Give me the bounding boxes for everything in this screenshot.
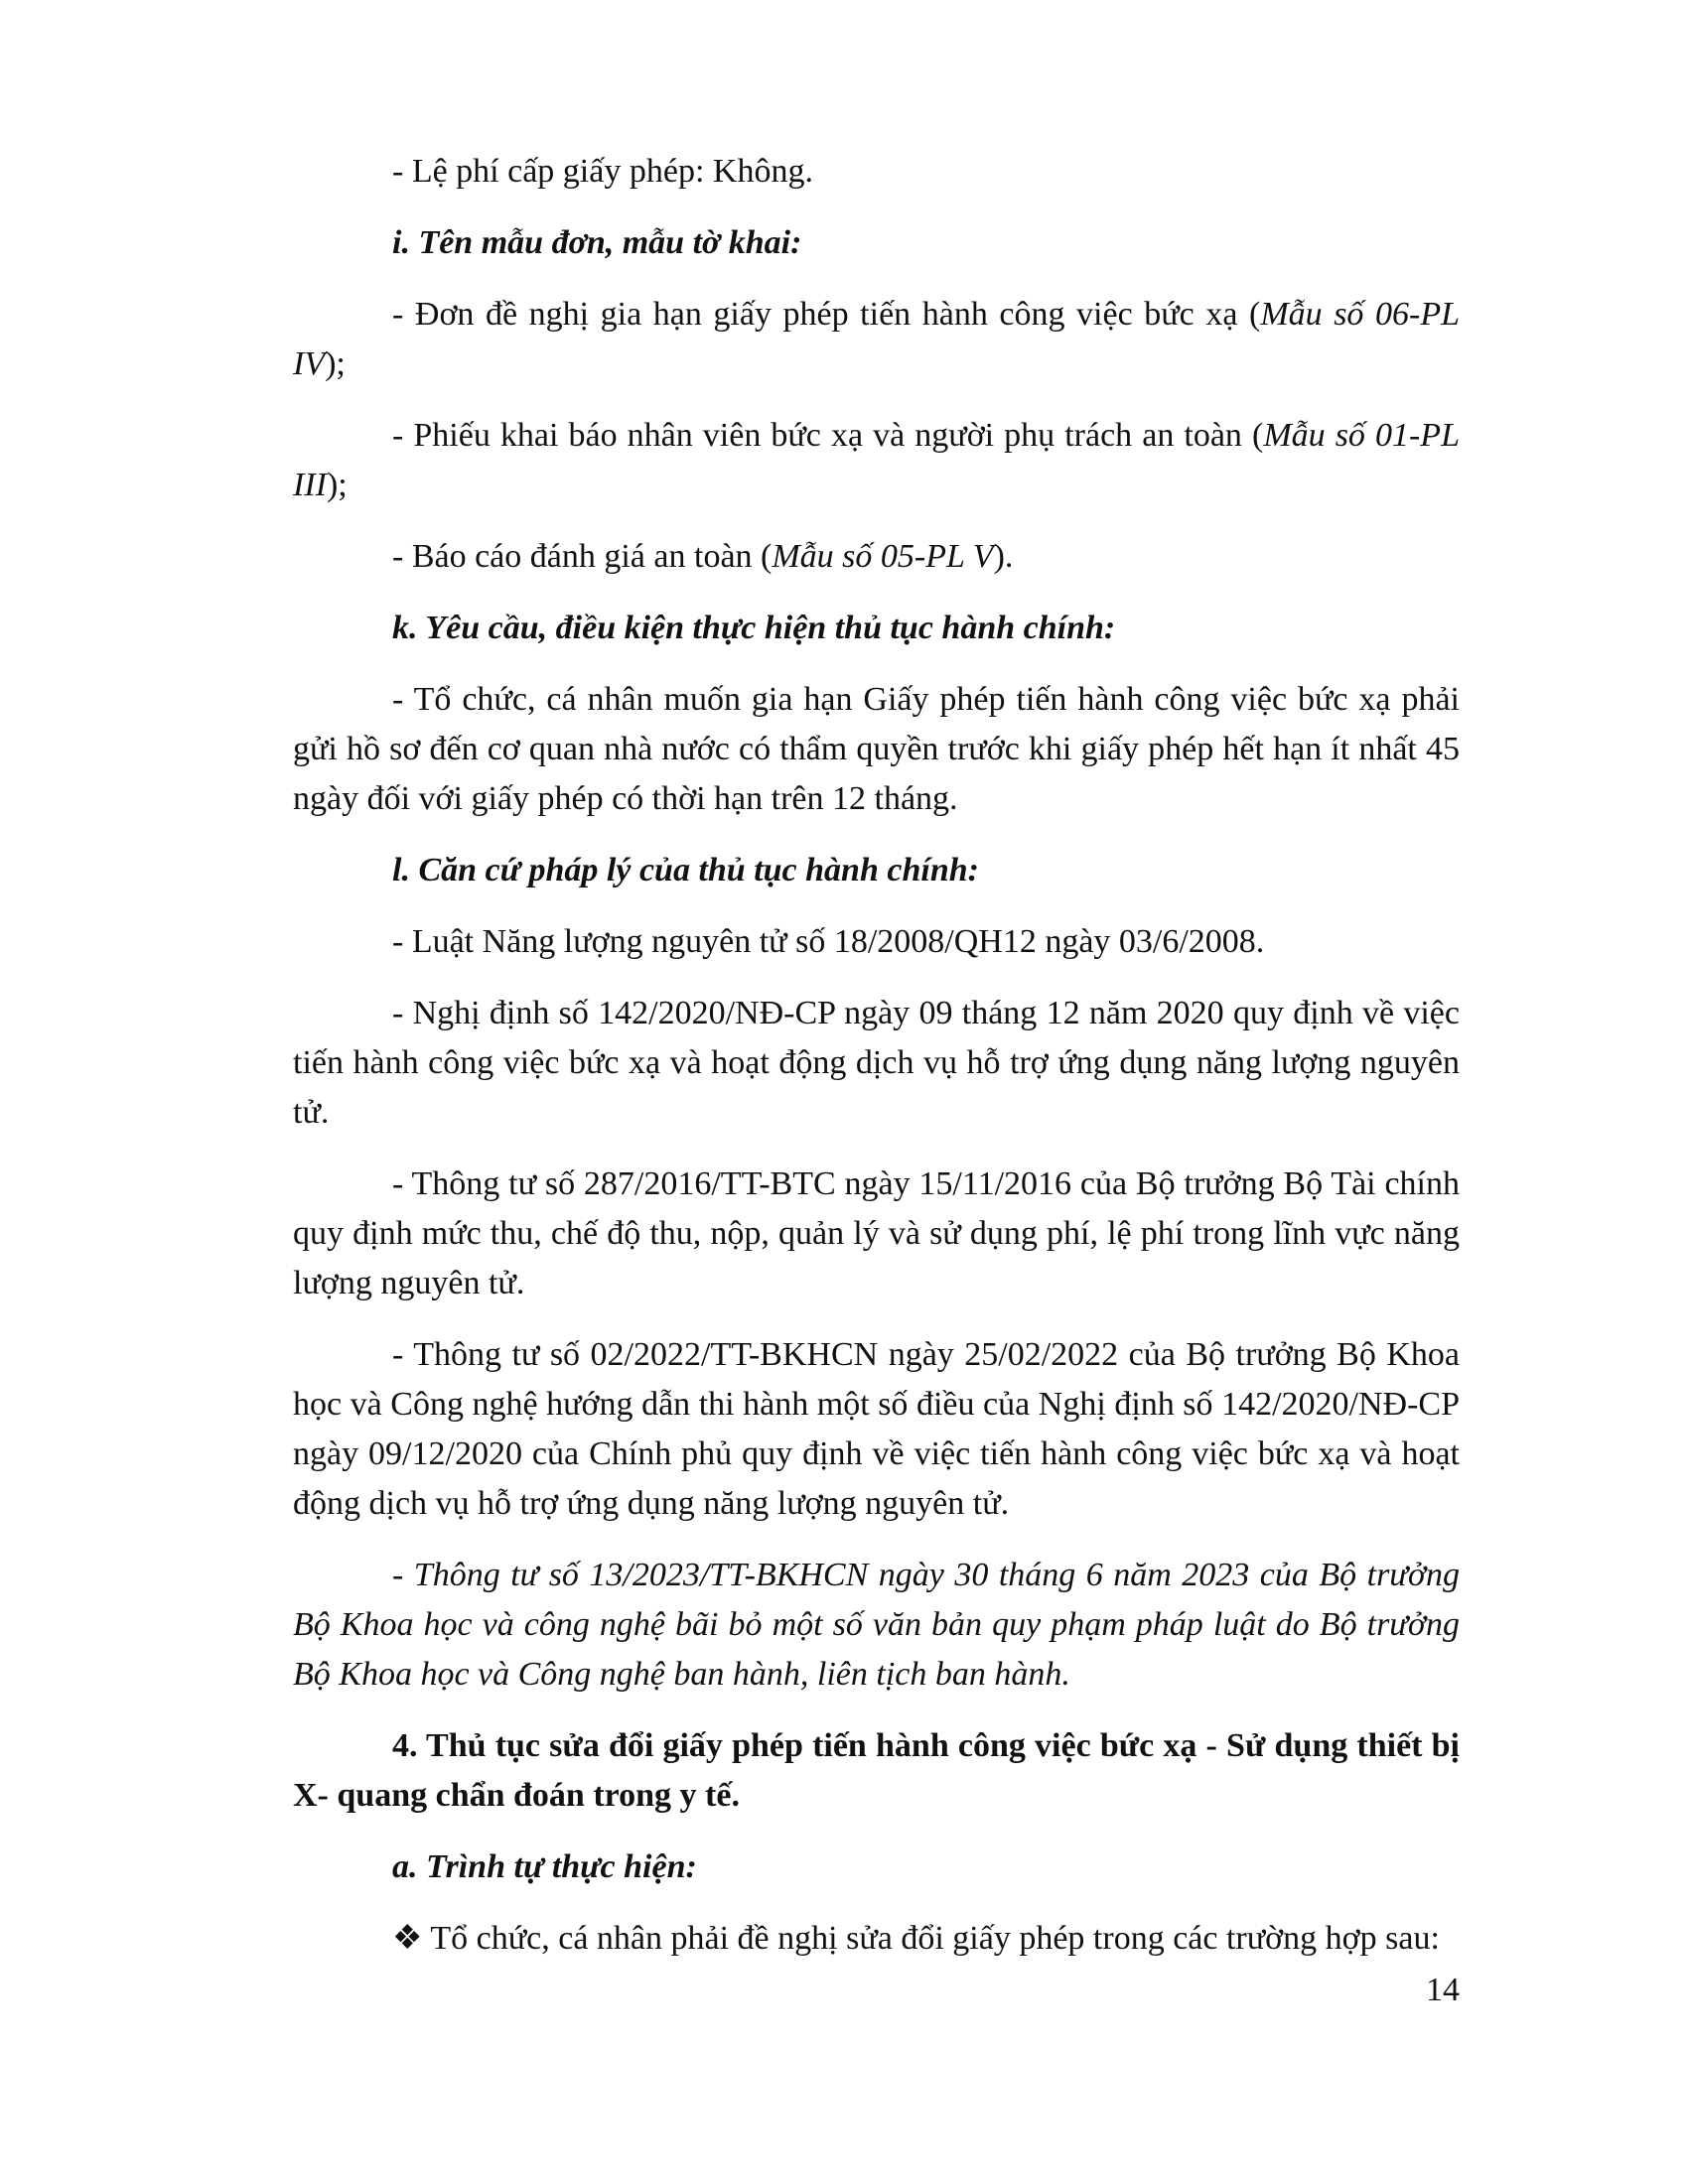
form-01-text: - Phiếu khai báo nhân viên bức xạ và người phụ trách an toàn ( — [392, 417, 1264, 454]
legal-basis-1: - Luật Năng lượng nguyên tử số 18/2008/QH12 ngày 03/6/2008. — [392, 923, 1265, 960]
section-a-heading: a. Trình tự thực hiện: — [392, 1848, 697, 1885]
legal-basis-5: - Thông tư số 13/2023/TT-BKHCN ngày 30 tháng 6 năm 2023 của Bộ trưởng Bộ Khoa học và công nghệ bãi bỏ một số văn bản quy phạm pháp luật do Bộ trưởng Bộ Khoa học và Công nghệ ban hành, liên tịch ban hành. — [293, 1557, 1460, 1693]
form-01-end: ); — [326, 467, 348, 503]
form-05-ref: Mẫu số 05-PL V — [772, 538, 994, 575]
form-05-text: - Báo cáo đánh giá an toàn ( — [392, 538, 773, 575]
requirement-paragraph: - Tổ chức, cá nhân muốn gia hạn Giấy phép tiến hành công việc bức xạ phải gửi hồ sơ đến cơ quan nhà nước có thẩm quyền trước khi giấy phép hết hạn ít nhất 45 ngày đối với giấy phép có thời hạn trên 12 tháng. — [293, 681, 1460, 817]
form-06-text: - Đơn đề nghị gia hạn giấy phép tiến hành công việc bức xạ ( — [392, 296, 1261, 333]
form-01-paragraph — [293, 411, 1460, 510]
section-i-heading: i. Tên mẫu đơn, mẫu tờ khai: — [392, 224, 802, 261]
section-4-heading: 4. Thủ tục sửa đổi giấy phép tiến hành công việc bức xạ - Sử dụng thiết bị X- quang chẩn đoán trong y tế. — [293, 1727, 1460, 1814]
form-06-end: ); — [325, 345, 346, 382]
diamond-bullet-icon: ❖ — [392, 1920, 423, 1957]
procedure-paragraph — [293, 1914, 1460, 1964]
form-05-paragraph — [293, 532, 1460, 582]
form-05-end: ). — [993, 538, 1014, 575]
procedure-text: Tổ chức, cá nhân phải đề nghị sửa đổi giấy phép trong các trường hợp sau: — [422, 1920, 1440, 1957]
form-06-ref: Mẫu số 06-PL IV — [293, 296, 1460, 382]
page-number: 14 — [1426, 1972, 1460, 2008]
section-l-heading: l. Căn cứ pháp lý của thủ tục hành chính: — [392, 852, 979, 888]
legal-basis-4: - Thông tư số 02/2022/TT-BKHCN ngày 25/02/2022 của Bộ trưởng Bộ Khoa học và Công nghệ hướng dẫn thi hành một số điều của Nghị định số 142/2020/NĐ-CP ngày 09/12/2020 của Chính phủ quy định về việc tiến hành công việc bức xạ và hoạt động dịch vụ hỗ trợ ứng dụng năng lượng nguyên tử. — [293, 1336, 1460, 1522]
legal-basis-3: - Thông tư số 287/2016/TT-BTC ngày 15/11/2016 của Bộ trưởng Bộ Tài chính quy định mức thu, chế độ thu, nộp, quản lý và sử dụng phí, lệ phí trong lĩnh vực năng lượng nguyên tử. — [293, 1165, 1460, 1301]
form-06-paragraph — [293, 290, 1460, 389]
fee-paragraph: - Lệ phí cấp giấy phép: Không. — [392, 153, 813, 190]
form-01-ref: Mẫu số 01-PL III — [293, 417, 1460, 503]
section-k-heading: k. Yêu cầu, điều kiện thực hiện thủ tục hành chính: — [392, 610, 1116, 646]
document-body — [293, 147, 1460, 1985]
legal-basis-2: - Nghị định số 142/2020/NĐ-CP ngày 09 tháng 12 năm 2020 quy định về việc tiến hành công việc bức xạ và hoạt động dịch vụ hỗ trợ ứng dụng năng lượng nguyên tử. — [293, 995, 1460, 1131]
